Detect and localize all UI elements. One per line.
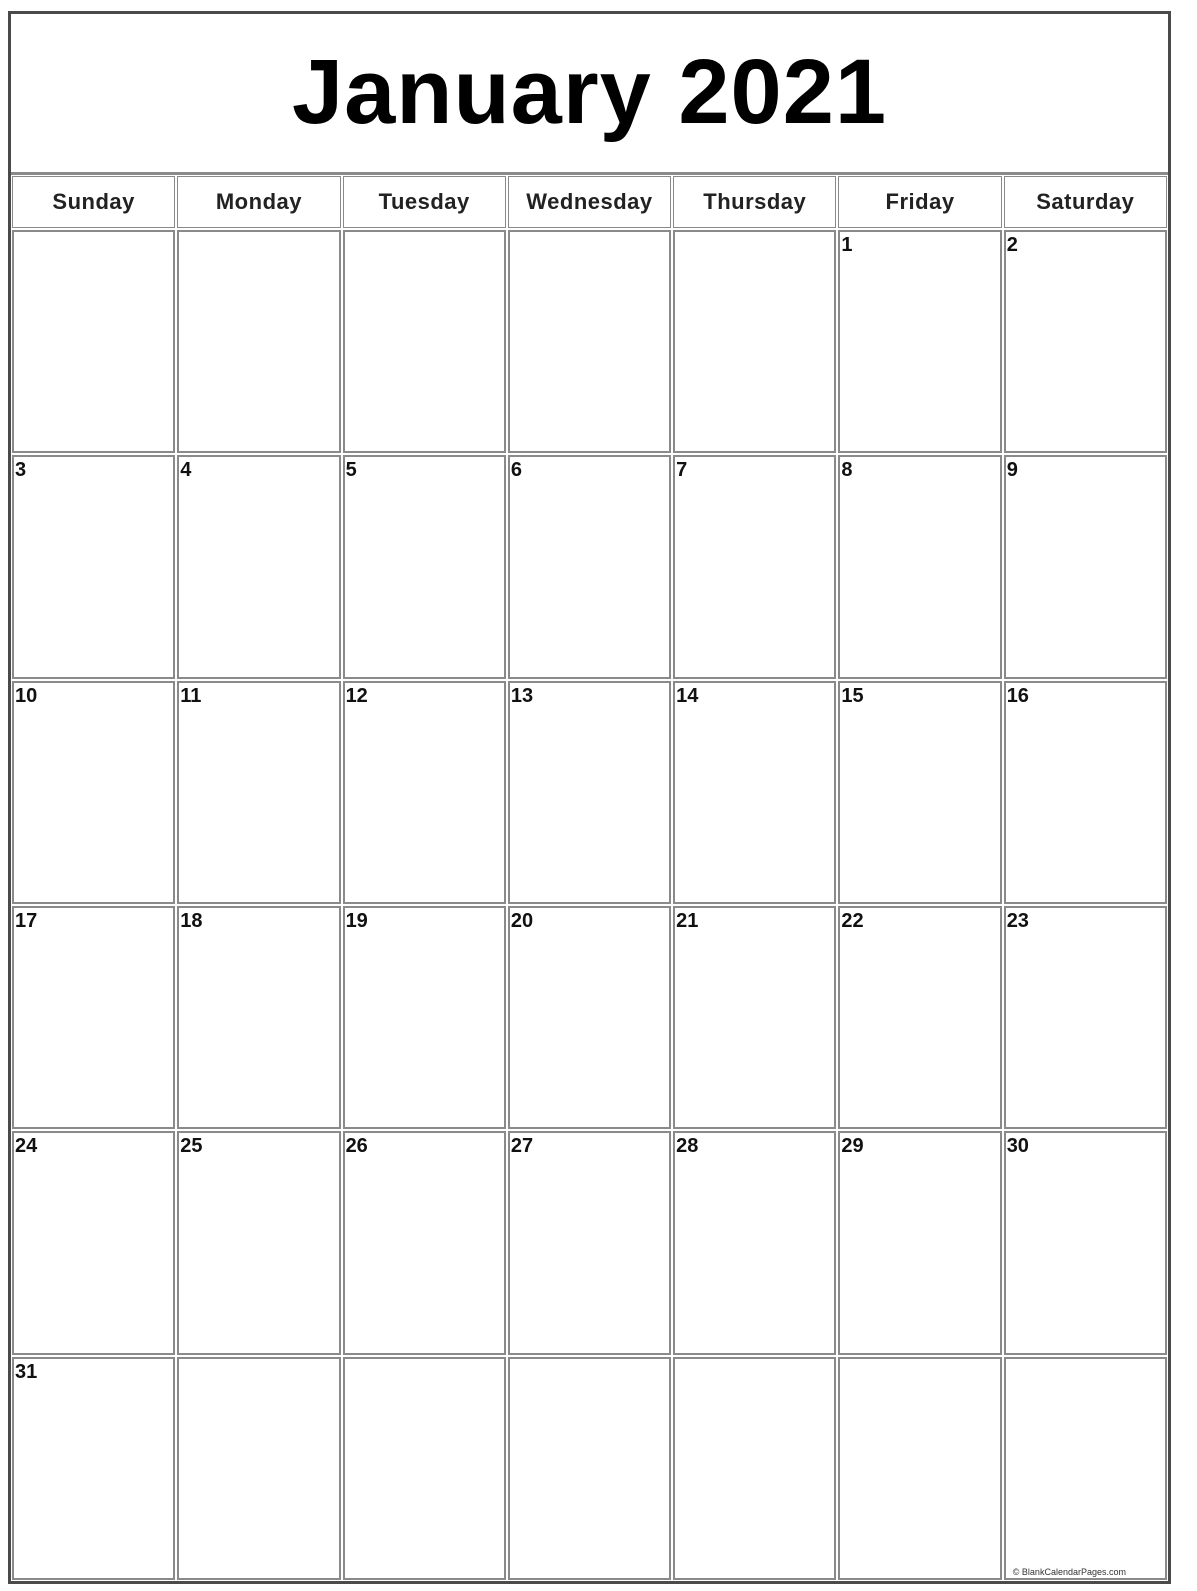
day-number: 18 — [180, 909, 203, 932]
day-cell — [343, 455, 506, 678]
day-number: 6 — [510, 459, 522, 482]
calendar-title: January 2021 — [291, 40, 888, 143]
day-cell — [508, 455, 671, 678]
day-cell — [177, 455, 340, 678]
day-number: 20 — [510, 909, 534, 932]
day-number: 25 — [180, 1135, 203, 1158]
day-cell — [12, 1357, 175, 1580]
day-cell — [673, 1357, 836, 1580]
weekday-friday: Friday — [838, 176, 1001, 228]
day-number: 16 — [1006, 684, 1029, 707]
day-cell — [508, 681, 671, 904]
day-cell — [177, 230, 340, 453]
day-cell — [12, 230, 175, 453]
day-cell — [177, 1357, 340, 1580]
calendar-grid — [11, 175, 1168, 1581]
week-row — [11, 1130, 1168, 1355]
day-cell — [1004, 1131, 1167, 1354]
day-cell — [673, 1131, 836, 1354]
day-number: 23 — [1006, 909, 1029, 932]
day-number: 31 — [15, 1360, 38, 1383]
day-cell — [508, 1131, 671, 1354]
day-number: 22 — [841, 909, 864, 932]
weekday-wednesday: Wednesday — [508, 176, 671, 228]
week-row — [11, 229, 1168, 454]
title-bar — [11, 14, 1168, 175]
day-cell — [838, 1357, 1001, 1580]
weekday-thursday: Thursday — [673, 176, 836, 228]
day-cell — [838, 906, 1001, 1129]
day-number: 17 — [15, 909, 38, 932]
day-number: 2 — [1006, 234, 1018, 256]
day-cell — [343, 681, 506, 904]
day-cell — [343, 1131, 506, 1354]
day-number: 5 — [345, 459, 357, 482]
day-number: 8 — [841, 459, 853, 482]
calendar — [8, 11, 1171, 1584]
day-cell — [673, 455, 836, 678]
day-number: 24 — [15, 1135, 38, 1158]
day-cell — [1004, 455, 1167, 678]
day-cell — [838, 681, 1001, 904]
day-cell — [673, 230, 836, 453]
weeks-container — [11, 229, 1168, 1581]
day-number: 15 — [841, 684, 864, 707]
day-number: 27 — [510, 1135, 534, 1158]
day-cell — [838, 230, 1001, 453]
day-cell — [343, 906, 506, 1129]
week-row — [11, 454, 1168, 679]
day-number: 12 — [345, 684, 368, 707]
day-cell — [343, 230, 506, 453]
day-number: 4 — [180, 459, 192, 482]
day-cell — [177, 906, 340, 1129]
week-row — [11, 1356, 1168, 1581]
day-cell — [12, 455, 175, 678]
day-number: 30 — [1006, 1135, 1029, 1158]
day-number: 11 — [180, 684, 202, 707]
weekday-saturday: Saturday — [1004, 176, 1167, 228]
day-number: 14 — [676, 684, 699, 707]
day-cell — [673, 906, 836, 1129]
day-number: 29 — [841, 1135, 864, 1158]
weekday-tuesday: Tuesday — [343, 176, 506, 228]
day-cell — [12, 1131, 175, 1354]
day-cell — [1004, 1357, 1167, 1580]
day-cell — [508, 1357, 671, 1580]
day-cell — [1004, 230, 1167, 453]
day-number: 19 — [345, 909, 368, 932]
day-cell — [12, 681, 175, 904]
day-cell — [343, 1357, 506, 1580]
day-number: 13 — [510, 684, 534, 707]
day-cell — [12, 906, 175, 1129]
week-row — [11, 680, 1168, 905]
day-cell — [838, 1131, 1001, 1354]
day-cell — [838, 455, 1001, 678]
credit-text: © BlankCalendarPages.com — [1012, 1567, 1126, 1577]
day-cell — [177, 1131, 340, 1354]
day-number: 3 — [15, 459, 27, 482]
week-row — [11, 905, 1168, 1130]
day-number: 7 — [676, 459, 688, 482]
day-cell — [177, 681, 340, 904]
day-cell — [673, 681, 836, 904]
day-number: 10 — [15, 684, 38, 707]
day-cell — [508, 906, 671, 1129]
day-cell — [508, 230, 671, 453]
day-number: 21 — [676, 909, 699, 932]
day-cell — [1004, 681, 1167, 904]
weekday-sunday: Sunday — [12, 176, 175, 228]
day-number: 9 — [1006, 459, 1018, 482]
weekday-monday: Monday — [177, 176, 340, 228]
day-cell — [1004, 906, 1167, 1129]
weekday-header-row — [11, 175, 1168, 229]
day-number: 26 — [345, 1135, 368, 1158]
day-number: 28 — [676, 1135, 699, 1158]
day-number: 1 — [841, 234, 853, 256]
